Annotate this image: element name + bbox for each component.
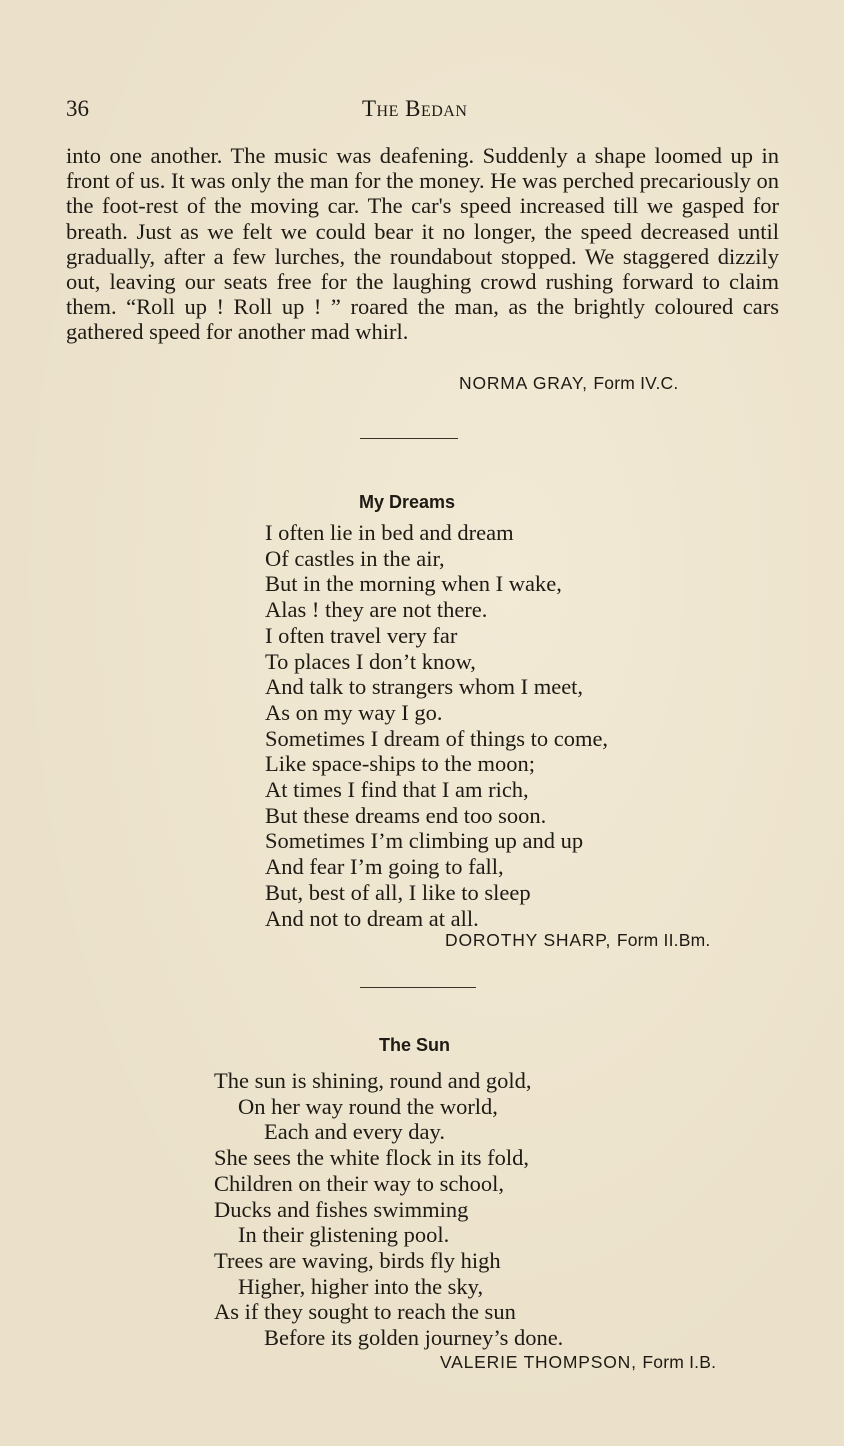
prose-author-form: Form IV.C.	[593, 373, 679, 393]
poem-line: In their glistening pool.	[238, 1222, 450, 1248]
poem-title: The Sun	[379, 1035, 450, 1055]
poem-line: I often lie in bed and dream	[265, 520, 514, 545]
poem-author-signature	[440, 1352, 716, 1373]
section-divider	[360, 438, 458, 439]
running-header	[66, 96, 778, 126]
prose-author-signature	[459, 373, 678, 394]
poem-line: Of castles in the air,	[265, 545, 445, 571]
poem-line: I often travel very far	[265, 622, 458, 648]
poem-line: And talk to strangers whom I meet,	[265, 674, 584, 700]
prose-paragraph: into one another. The music was deafening. Suddenly a shape loomed up in front of us. It was only the man for the money. He was perched precariously on the foot-rest of the moving car. The car's speed increased till we gasped for breath. Just as we felt we could bear it no longer, the speed decreased until gradually, after a few lurches, the roundabout stopped. We staggered dizzily out, leaving our seats free for the laughing crowd rushing forward to claim them. “Roll up ! Roll up ! ” roared the man, as the brightly coloured cars gathered speed for another mad whirl.	[66, 143, 779, 345]
poem-author-form: Form II.Bm.	[616, 930, 711, 950]
poem-line: Sometimes I’m climbing up and up	[265, 828, 584, 854]
poem-line: To places I don’t know,	[265, 648, 476, 674]
poem-line: Like space-ships to the moon;	[265, 751, 535, 777]
page-number: 36	[66, 96, 89, 121]
poem-body	[214, 1068, 563, 1351]
poem-line: Ducks and fishes swimming	[214, 1196, 469, 1222]
poem-line: Children on their way to school,	[214, 1170, 504, 1196]
poem-line: At times I find that I am rich,	[265, 777, 529, 803]
poem-line: On her way round the world,	[238, 1093, 498, 1119]
poem-line: As on my way I go.	[265, 699, 443, 725]
poem-title: My Dreams	[359, 492, 456, 512]
poem-line: Before its golden journey’s done.	[264, 1325, 564, 1351]
poem-line: The sun is shining, round and gold,	[214, 1068, 532, 1093]
poem-body	[265, 520, 608, 931]
poem-line: And not to dream at all.	[265, 905, 479, 931]
poem-line: And fear I’m going to fall,	[265, 854, 504, 880]
prose-author-name: NORMA GRAY,	[459, 373, 588, 393]
poem-line: Sometimes I dream of things to come,	[265, 725, 609, 751]
journal-title: The Bedan	[362, 96, 468, 121]
poem-author-form: Form I.B.	[642, 1352, 717, 1372]
poem-line: But in the morning when I wake,	[265, 571, 562, 597]
poem-line: Trees are waving, birds fly high	[214, 1247, 501, 1273]
poem-author-name: VALERIE THOMPSON,	[440, 1352, 637, 1372]
poem-line: She sees the white flock in its fold,	[214, 1145, 529, 1171]
poem-author-name: DOROTHY SHARP,	[445, 930, 612, 950]
poem-author-signature	[445, 930, 710, 951]
poem-line: As if they sought to reach the sun	[214, 1299, 516, 1325]
poem-line: Alas ! they are not there.	[265, 597, 488, 623]
poem-line: But, best of all, I like to sleep	[265, 879, 531, 905]
section-divider	[360, 987, 476, 988]
poem-line: Higher, higher into the sky,	[238, 1273, 484, 1299]
poem-line: But these dreams end too soon.	[265, 802, 547, 828]
poem-line: Each and every day.	[264, 1119, 445, 1145]
